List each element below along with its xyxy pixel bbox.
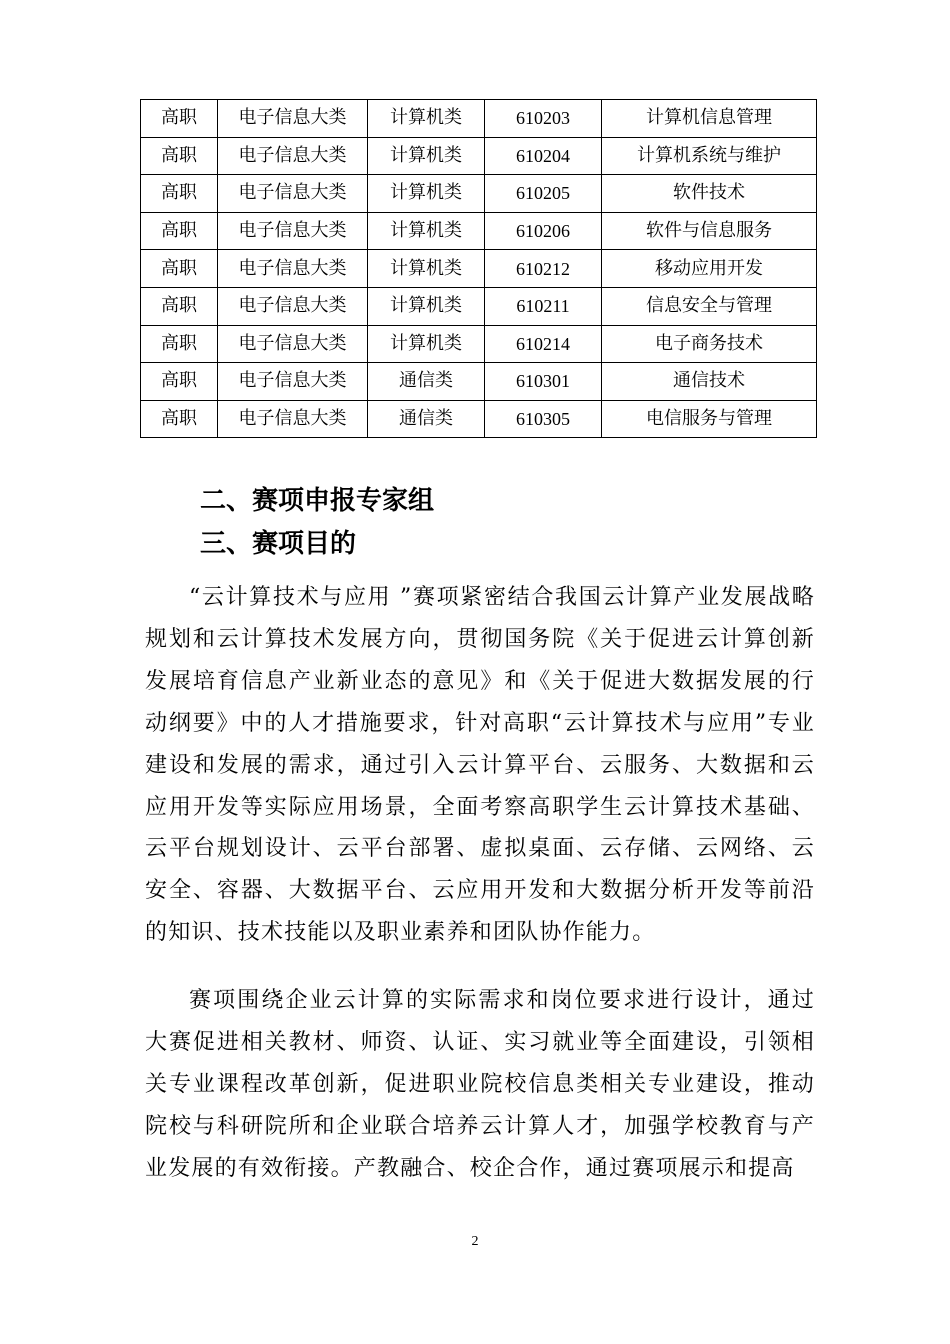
level-cell: 高职: [141, 400, 218, 438]
table-row: [141, 137, 817, 175]
level-cell: 高职: [141, 325, 218, 363]
table-row: [141, 400, 817, 438]
category-cell: 电子信息大类: [218, 363, 368, 401]
code-cell: 610211: [485, 287, 602, 325]
code-cell: 610205: [485, 175, 602, 213]
category-cell: 电子信息大类: [218, 175, 368, 213]
level-cell: 高职: [141, 100, 218, 138]
table-row: [141, 325, 817, 363]
table-row: [141, 287, 817, 325]
level-cell: 高职: [141, 212, 218, 250]
subcategory-cell: 通信类: [368, 400, 485, 438]
majors-table-body: [141, 100, 817, 438]
major-cell: 电子商务技术: [602, 325, 817, 363]
major-cell: 移动应用开发: [602, 250, 817, 288]
major-cell: 软件与信息服务: [602, 212, 817, 250]
section-heading-purpose: 三、赛项目的: [200, 529, 357, 559]
level-cell: 高职: [141, 137, 218, 175]
code-cell: 610204: [485, 137, 602, 175]
section-heading-expert-group: 二、赛项申报专家组: [200, 486, 435, 516]
subcategory-cell: 计算机类: [368, 250, 485, 288]
category-cell: 电子信息大类: [218, 400, 368, 438]
code-cell: 610203: [485, 100, 602, 138]
subcategory-cell: 计算机类: [368, 287, 485, 325]
subcategory-cell: 通信类: [368, 363, 485, 401]
major-cell: 通信技术: [602, 363, 817, 401]
category-cell: 电子信息大类: [218, 100, 368, 138]
subcategory-cell: 计算机类: [368, 100, 485, 138]
level-cell: 高职: [141, 363, 218, 401]
category-cell: 电子信息大类: [218, 250, 368, 288]
subcategory-cell: 计算机类: [368, 175, 485, 213]
level-cell: 高职: [141, 175, 218, 213]
table-row: [141, 175, 817, 213]
code-cell: 610214: [485, 325, 602, 363]
table-row: [141, 212, 817, 250]
table-row: [141, 100, 817, 138]
subcategory-cell: 计算机类: [368, 137, 485, 175]
category-cell: 电子信息大类: [218, 325, 368, 363]
level-cell: 高职: [141, 287, 218, 325]
table-row: [141, 363, 817, 401]
major-cell: 电信服务与管理: [602, 400, 817, 438]
category-cell: 电子信息大类: [218, 287, 368, 325]
level-cell: 高职: [141, 250, 218, 288]
purpose-paragraph-1: “云计算技术与应用 ”赛项紧密结合我国云计算产业发展战略规划和云计算技术发展方向，贯彻国务院《关于促进云计算创新发展培育信息产业新业态的意见》和《关于促进大数据发展的行动纲要》中的人才措施要求，针对高职“云计算技术与应用”专业建设和发展的需求，通过引入云计算平台、云服务、大数据和云应用开发等实际应用场景，全面考察高职学生云计算技术基础、云平台规划设计、云平台部署、虚拟桌面、云存储、云网络、云安全、容器、大数据平台、云应用开发和大数据分析开发等前沿的知识、技术技能以及职业素养和团队协作能力。: [145, 585, 815, 946]
code-cell: 610305: [485, 400, 602, 438]
category-cell: 电子信息大类: [218, 137, 368, 175]
code-cell: 610206: [485, 212, 602, 250]
subcategory-cell: 计算机类: [368, 325, 485, 363]
category-cell: 电子信息大类: [218, 212, 368, 250]
major-cell: 软件技术: [602, 175, 817, 213]
majors-table: [140, 99, 817, 438]
table-row: [141, 250, 817, 288]
purpose-paragraph-2: 赛项围绕企业云计算的实际需求和岗位要求进行设计，通过大赛促进相关教材、师资、认证、实习就业等全面建设，引领相关专业课程改革创新，促进职业院校信息类相关专业建设，推动院校与科研院所和企业联合培养云计算人才，加强学校教育与产业发展的有效衔接。产教融合、校企合作，通过赛项展示和提高: [145, 988, 815, 1181]
code-cell: 610212: [485, 250, 602, 288]
major-cell: 计算机信息管理: [602, 100, 817, 138]
code-cell: 610301: [485, 363, 602, 401]
subcategory-cell: 计算机类: [368, 212, 485, 250]
major-cell: 计算机系统与维护: [602, 137, 817, 175]
major-cell: 信息安全与管理: [602, 287, 817, 325]
page-number: 2: [471, 1234, 479, 1249]
